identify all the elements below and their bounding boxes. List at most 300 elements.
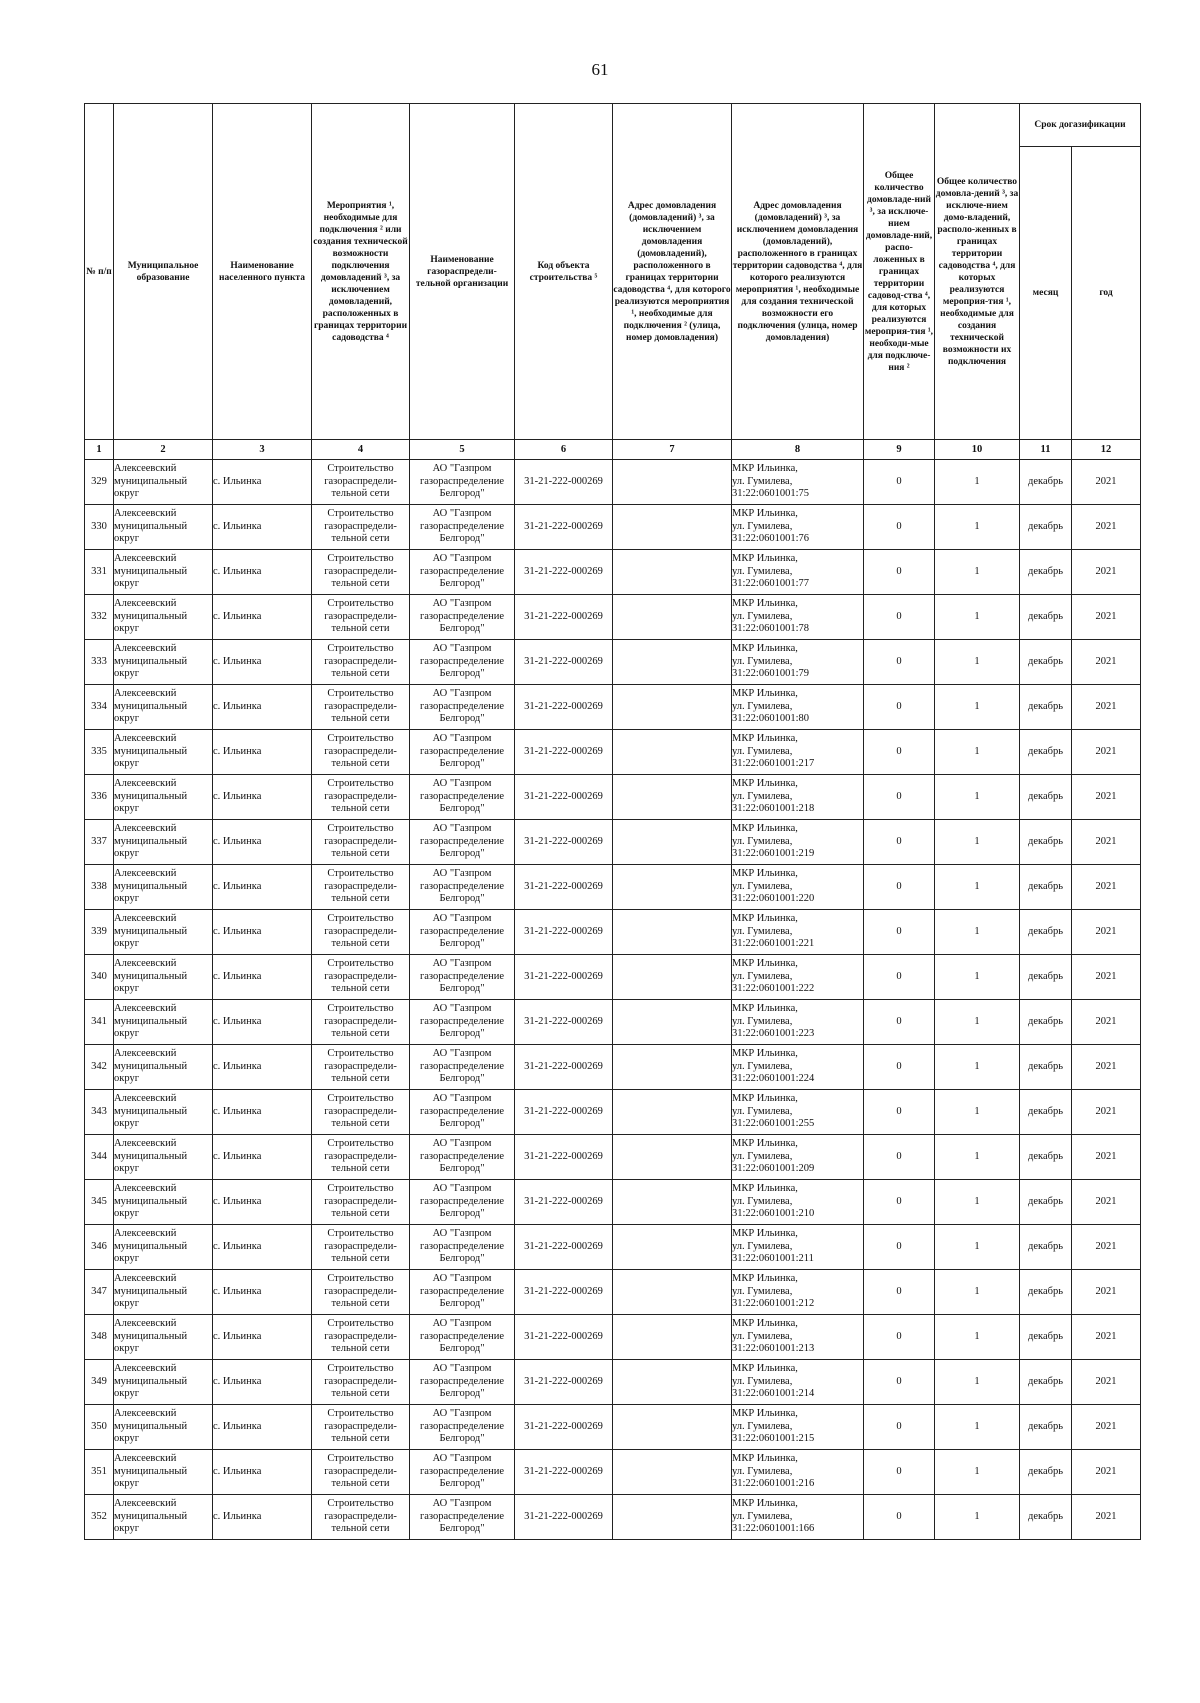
technical-address-cell	[732, 1180, 864, 1225]
cell-line: Строительство	[327, 777, 394, 789]
cell-line: Строительство	[327, 1362, 394, 1374]
cell-line: округ	[114, 1073, 140, 1085]
cell-line: Строительство	[327, 642, 394, 654]
activity-cell	[312, 1000, 410, 1045]
cell-line: АО "Газпром	[432, 1317, 492, 1329]
organization-cell	[410, 595, 515, 640]
cell-line: ул. Гумилева,	[732, 1195, 793, 1207]
organization-cell	[410, 550, 515, 595]
cell-line: газораспределение	[419, 1510, 505, 1522]
cell-line: Белгород"	[439, 668, 485, 680]
technical-address-cell	[732, 1315, 864, 1360]
row-number: 335	[85, 730, 114, 775]
header-col-12: год	[1072, 147, 1141, 440]
connection-address-cell	[613, 1495, 732, 1540]
cell-line: округ	[114, 1343, 140, 1355]
cell-line: ул. Гумилева,	[732, 1285, 793, 1297]
count-technical-cell: 1	[935, 775, 1020, 820]
cell-line: Алексеевский	[114, 1497, 177, 1509]
activity-cell	[312, 1045, 410, 1090]
cell-line: округ	[114, 1208, 140, 1220]
cell-line: ул. Гумилева,	[732, 880, 793, 892]
cell-line: тельной сети	[331, 1073, 390, 1085]
object-code-cell: 31-21-222-000269	[515, 550, 613, 595]
cell-line: ул. Гумилева,	[732, 835, 793, 847]
cell-line: газораспредели-	[324, 970, 397, 982]
connection-address-cell	[613, 1405, 732, 1450]
year-cell: 2021	[1072, 910, 1141, 955]
cell-line: муниципальный	[114, 925, 188, 937]
cell-line: МКР Ильинка,	[732, 1452, 798, 1464]
cell-line: ул. Гумилева,	[732, 1015, 793, 1027]
row-number: 347	[85, 1270, 114, 1315]
table-row	[85, 1135, 1141, 1180]
cell-line: 31:22:0601001:220	[732, 893, 815, 905]
cell-line: муниципальный	[114, 520, 188, 532]
count-connection-cell: 0	[864, 505, 935, 550]
cell-line: газораспредели-	[324, 1195, 397, 1207]
settlement-cell: с. Ильинка	[213, 550, 312, 595]
cell-line: АО "Газпром	[432, 822, 492, 834]
organization-cell	[410, 820, 515, 865]
row-number: 343	[85, 1090, 114, 1135]
activity-cell	[312, 910, 410, 955]
cell-line: округ	[114, 803, 140, 815]
activity-cell	[312, 1135, 410, 1180]
count-connection-cell: 0	[864, 1135, 935, 1180]
cell-line: Алексеевский	[114, 1317, 177, 1329]
connection-address-cell	[613, 955, 732, 1000]
cell-line: Строительство	[327, 1092, 394, 1104]
cell-line: МКР Ильинка,	[732, 1137, 798, 1149]
object-code-cell: 31-21-222-000269	[515, 1315, 613, 1360]
technical-address-cell	[732, 775, 864, 820]
cell-line: округ	[114, 938, 140, 950]
connection-address-cell	[613, 910, 732, 955]
count-connection-cell: 0	[864, 1045, 935, 1090]
cell-line: газораспределение	[419, 655, 505, 667]
cell-line: МКР Ильинка,	[732, 552, 798, 564]
cell-line: округ	[114, 983, 140, 995]
municipality-cell	[114, 640, 213, 685]
settlement-cell: с. Ильинка	[213, 1180, 312, 1225]
cell-line: МКР Ильинка,	[732, 1362, 798, 1374]
count-technical-cell: 1	[935, 730, 1020, 775]
technical-address-cell	[732, 640, 864, 685]
column-number-2: 2	[114, 440, 213, 460]
cell-line: муниципальный	[114, 1375, 188, 1387]
header-col-1: № п/п	[85, 104, 114, 440]
cell-line: 31:22:0601001:218	[732, 803, 815, 815]
year-cell: 2021	[1072, 640, 1141, 685]
cell-line: МКР Ильинка,	[732, 1047, 798, 1059]
technical-address-cell	[732, 1090, 864, 1135]
count-connection-cell: 0	[864, 820, 935, 865]
cell-line: газораспредели-	[324, 1240, 397, 1252]
object-code-cell: 31-21-222-000269	[515, 1135, 613, 1180]
organization-cell	[410, 1450, 515, 1495]
cell-line: АО "Газпром	[432, 597, 492, 609]
cell-line: газораспределение	[419, 610, 505, 622]
cell-line: газораспредели-	[324, 880, 397, 892]
year-cell: 2021	[1072, 550, 1141, 595]
settlement-cell: с. Ильинка	[213, 460, 312, 505]
header-col-6: Код объекта строительства ⁵	[515, 104, 613, 440]
activity-cell	[312, 955, 410, 1000]
technical-address-cell	[732, 820, 864, 865]
cell-line: 31:22:0601001:79	[732, 668, 810, 680]
table-row	[85, 1495, 1141, 1540]
connection-address-cell	[613, 1090, 732, 1135]
row-number: 330	[85, 505, 114, 550]
organization-cell	[410, 1360, 515, 1405]
settlement-cell: с. Ильинка	[213, 820, 312, 865]
count-technical-cell: 1	[935, 1315, 1020, 1360]
cell-line: газораспредели-	[324, 520, 397, 532]
cell-line: 31:22:0601001:212	[732, 1298, 815, 1310]
cell-line: МКР Ильинка,	[732, 957, 798, 969]
cell-line: Алексеевский	[114, 1002, 177, 1014]
cell-line: АО "Газпром	[432, 1272, 492, 1284]
cell-line: МКР Ильинка,	[732, 1092, 798, 1104]
count-technical-cell: 1	[935, 1360, 1020, 1405]
cell-line: тельной сети	[331, 1298, 390, 1310]
cell-line: округ	[114, 1298, 140, 1310]
object-code-cell: 31-21-222-000269	[515, 865, 613, 910]
row-number: 337	[85, 820, 114, 865]
year-cell: 2021	[1072, 820, 1141, 865]
technical-address-cell	[732, 1405, 864, 1450]
cell-line: АО "Газпром	[432, 912, 492, 924]
month-cell: декабрь	[1020, 1315, 1072, 1360]
cell-line: муниципальный	[114, 1465, 188, 1477]
year-cell: 2021	[1072, 1360, 1141, 1405]
table-body	[85, 460, 1141, 1540]
row-number: 336	[85, 775, 114, 820]
cell-line: 31:22:0601001:213	[732, 1343, 815, 1355]
month-cell: декабрь	[1020, 1495, 1072, 1540]
cell-line: газораспредели-	[324, 1150, 397, 1162]
cell-line: Алексеевский	[114, 552, 177, 564]
cell-line: 31:22:0601001:217	[732, 758, 815, 770]
cell-line: газораспределение	[419, 1375, 505, 1387]
cell-line: Строительство	[327, 687, 394, 699]
cell-line: 31:22:0601001:80	[732, 713, 810, 725]
month-cell: декабрь	[1020, 1180, 1072, 1225]
count-connection-cell: 0	[864, 1270, 935, 1315]
cell-line: МКР Ильинка,	[732, 1317, 798, 1329]
cell-line: 31:22:0601001:78	[732, 623, 810, 635]
cell-line: МКР Ильинка,	[732, 912, 798, 924]
cell-line: газораспредели-	[324, 835, 397, 847]
municipality-cell	[114, 1405, 213, 1450]
municipality-cell	[114, 550, 213, 595]
cell-line: муниципальный	[114, 700, 188, 712]
cell-line: Строительство	[327, 1407, 394, 1419]
connection-address-cell	[613, 1450, 732, 1495]
count-connection-cell: 0	[864, 1180, 935, 1225]
cell-line: муниципальный	[114, 1105, 188, 1117]
header-col-4: Мероприятия ¹, необходимые для подключения ² или создания технической возможности подключения домовладений ³, за исключением домовладений, расположенных в границах территории садоводства ⁴	[312, 104, 410, 440]
count-connection-cell: 0	[864, 910, 935, 955]
month-cell: декабрь	[1020, 1045, 1072, 1090]
object-code-cell: 31-21-222-000269	[515, 1225, 613, 1270]
connection-address-cell	[613, 685, 732, 730]
table-row	[85, 505, 1141, 550]
page-number: 61	[591, 60, 609, 79]
year-cell: 2021	[1072, 1225, 1141, 1270]
connection-address-cell	[613, 460, 732, 505]
organization-cell	[410, 1180, 515, 1225]
cell-line: ул. Гумилева,	[732, 565, 793, 577]
column-number-7: 7	[613, 440, 732, 460]
object-code-cell: 31-21-222-000269	[515, 595, 613, 640]
cell-line: Строительство	[327, 1002, 394, 1014]
cell-line: АО "Газпром	[432, 777, 492, 789]
cell-line: тельной сети	[331, 533, 390, 545]
count-technical-cell: 1	[935, 685, 1020, 730]
connection-address-cell	[613, 775, 732, 820]
row-number: 348	[85, 1315, 114, 1360]
organization-cell	[410, 955, 515, 1000]
table-row	[85, 955, 1141, 1000]
cell-line: муниципальный	[114, 790, 188, 802]
cell-line: Белгород"	[439, 1388, 485, 1400]
municipality-cell	[114, 685, 213, 730]
column-number-4: 4	[312, 440, 410, 460]
object-code-cell: 31-21-222-000269	[515, 1270, 613, 1315]
cell-line: газораспределение	[419, 1420, 505, 1432]
cell-line: тельной сети	[331, 893, 390, 905]
cell-line: МКР Ильинка,	[732, 732, 798, 744]
activity-cell	[312, 1405, 410, 1450]
count-technical-cell: 1	[935, 1225, 1020, 1270]
object-code-cell: 31-21-222-000269	[515, 1450, 613, 1495]
object-code-cell: 31-21-222-000269	[515, 775, 613, 820]
row-number: 339	[85, 910, 114, 955]
cell-line: Алексеевский	[114, 1227, 177, 1239]
cell-line: муниципальный	[114, 835, 188, 847]
row-number: 329	[85, 460, 114, 505]
cell-line: газораспредели-	[324, 925, 397, 937]
settlement-cell: с. Ильинка	[213, 730, 312, 775]
cell-line: МКР Ильинка,	[732, 642, 798, 654]
cell-line: муниципальный	[114, 970, 188, 982]
cell-line: МКР Ильинка,	[732, 1182, 798, 1194]
cell-line: муниципальный	[114, 1240, 188, 1252]
technical-address-cell	[732, 1000, 864, 1045]
cell-line: тельной сети	[331, 1253, 390, 1265]
technical-address-cell	[732, 730, 864, 775]
cell-line: ул. Гумилева,	[732, 1375, 793, 1387]
municipality-cell	[114, 1360, 213, 1405]
activity-cell	[312, 460, 410, 505]
cell-line: Алексеевский	[114, 912, 177, 924]
connection-address-cell	[613, 730, 732, 775]
row-number: 333	[85, 640, 114, 685]
cell-line: тельной сети	[331, 758, 390, 770]
cell-line: 31:22:0601001:209	[732, 1163, 815, 1175]
organization-cell	[410, 1225, 515, 1270]
cell-line: тельной сети	[331, 1478, 390, 1490]
municipality-cell	[114, 1450, 213, 1495]
cell-line: округ	[114, 1523, 140, 1535]
cell-line: тельной сети	[331, 803, 390, 815]
cell-line: газораспределение	[419, 1465, 505, 1477]
table-row	[85, 1090, 1141, 1135]
cell-line: 31:22:0601001:223	[732, 1028, 815, 1040]
cell-line: АО "Газпром	[432, 1047, 492, 1059]
cell-line: Белгород"	[439, 533, 485, 545]
cell-line: МКР Ильинка,	[732, 597, 798, 609]
cell-line: Белгород"	[439, 1478, 485, 1490]
cell-line: АО "Газпром	[432, 957, 492, 969]
count-connection-cell: 0	[864, 640, 935, 685]
count-technical-cell: 1	[935, 550, 1020, 595]
header-col-7: Адрес домовладения (домовладений) ³, за исключением домовладения (домовладений), расположенного в границах территории садоводства ⁴, для которого реализуются мероприятия ¹, необходимые для подключения ² (улица, номер домовладения)	[613, 104, 732, 440]
activity-cell	[312, 550, 410, 595]
cell-line: Алексеевский	[114, 1182, 177, 1194]
cell-line: Алексеевский	[114, 777, 177, 789]
month-cell: декабрь	[1020, 730, 1072, 775]
month-cell: декабрь	[1020, 1000, 1072, 1045]
organization-cell	[410, 910, 515, 955]
cell-line: Строительство	[327, 1182, 394, 1194]
cell-line: Алексеевский	[114, 1362, 177, 1374]
connection-address-cell	[613, 1315, 732, 1360]
cell-line: муниципальный	[114, 1510, 188, 1522]
count-connection-cell: 0	[864, 1450, 935, 1495]
cell-line: МКР Ильинка,	[732, 507, 798, 519]
object-code-cell: 31-21-222-000269	[515, 1180, 613, 1225]
cell-line: газораспредели-	[324, 790, 397, 802]
count-technical-cell: 1	[935, 640, 1020, 685]
technical-address-cell	[732, 505, 864, 550]
cell-line: АО "Газпром	[432, 1362, 492, 1374]
column-number-9: 9	[864, 440, 935, 460]
cell-line: Алексеевский	[114, 1092, 177, 1104]
municipality-cell	[114, 460, 213, 505]
header-col-11: месяц	[1020, 147, 1072, 440]
cell-line: Белгород"	[439, 623, 485, 635]
month-cell: декабрь	[1020, 910, 1072, 955]
cell-line: 31:22:0601001:77	[732, 578, 810, 590]
column-number-12: 12	[1072, 440, 1141, 460]
count-technical-cell: 1	[935, 1405, 1020, 1450]
cell-line: МКР Ильинка,	[732, 687, 798, 699]
municipality-cell	[114, 775, 213, 820]
count-connection-cell: 0	[864, 1225, 935, 1270]
technical-address-cell	[732, 910, 864, 955]
technical-address-cell	[732, 460, 864, 505]
cell-line: Алексеевский	[114, 597, 177, 609]
organization-cell	[410, 1045, 515, 1090]
table-row	[85, 1315, 1141, 1360]
count-connection-cell: 0	[864, 1000, 935, 1045]
cell-line: 31:22:0601001:76	[732, 533, 810, 545]
row-number: 341	[85, 1000, 114, 1045]
cell-line: тельной сети	[331, 578, 390, 590]
settlement-cell: с. Ильинка	[213, 1315, 312, 1360]
cell-line: ул. Гумилева,	[732, 1465, 793, 1477]
month-cell: декабрь	[1020, 595, 1072, 640]
cell-line: ул. Гумилева,	[732, 1060, 793, 1072]
cell-line: Алексеевский	[114, 1407, 177, 1419]
month-cell: декабрь	[1020, 1135, 1072, 1180]
count-technical-cell: 1	[935, 955, 1020, 1000]
cell-line: тельной сети	[331, 983, 390, 995]
table-row	[85, 820, 1141, 865]
cell-line: Алексеевский	[114, 867, 177, 879]
row-number: 346	[85, 1225, 114, 1270]
cell-line: округ	[114, 668, 140, 680]
cell-line: 31:22:0601001:224	[732, 1073, 815, 1085]
year-cell: 2021	[1072, 505, 1141, 550]
cell-line: тельной сети	[331, 623, 390, 635]
cell-line: Строительство	[327, 507, 394, 519]
table-row	[85, 1270, 1141, 1315]
month-cell: декабрь	[1020, 1225, 1072, 1270]
settlement-cell: с. Ильинка	[213, 595, 312, 640]
connection-address-cell	[613, 1360, 732, 1405]
cell-line: МКР Ильинка,	[732, 1407, 798, 1419]
cell-line: 31:22:0601001:216	[732, 1478, 815, 1490]
cell-line: газораспределение	[419, 1015, 505, 1027]
cell-line: округ	[114, 893, 140, 905]
count-connection-cell: 0	[864, 1360, 935, 1405]
cell-line: 31:22:0601001:215	[732, 1433, 815, 1445]
cell-line: округ	[114, 1388, 140, 1400]
cell-line: Строительство	[327, 732, 394, 744]
month-cell: декабрь	[1020, 820, 1072, 865]
municipality-cell	[114, 1045, 213, 1090]
organization-cell	[410, 685, 515, 730]
cell-line: Строительство	[327, 822, 394, 834]
cell-line: Алексеевский	[114, 732, 177, 744]
cell-line: Белгород"	[439, 758, 485, 770]
activity-cell	[312, 685, 410, 730]
connection-address-cell	[613, 595, 732, 640]
cell-line: газораспредели-	[324, 655, 397, 667]
cell-line: муниципальный	[114, 880, 188, 892]
cell-line: Строительство	[327, 1317, 394, 1329]
activity-cell	[312, 595, 410, 640]
municipality-cell	[114, 1225, 213, 1270]
municipality-cell	[114, 595, 213, 640]
year-cell: 2021	[1072, 955, 1141, 1000]
settlement-cell: с. Ильинка	[213, 1450, 312, 1495]
row-number: 345	[85, 1180, 114, 1225]
count-connection-cell: 0	[864, 460, 935, 505]
connection-address-cell	[613, 1270, 732, 1315]
settlement-cell: с. Ильинка	[213, 1405, 312, 1450]
cell-line: Строительство	[327, 597, 394, 609]
organization-cell	[410, 1090, 515, 1135]
cell-line: Строительство	[327, 867, 394, 879]
cell-line: ул. Гумилева,	[732, 925, 793, 937]
activity-cell	[312, 505, 410, 550]
cell-line: округ	[114, 713, 140, 725]
cell-line: газораспределение	[419, 565, 505, 577]
connection-address-cell	[613, 640, 732, 685]
municipality-cell	[114, 820, 213, 865]
activity-cell	[312, 820, 410, 865]
table-header	[85, 104, 1141, 460]
object-code-cell: 31-21-222-000269	[515, 910, 613, 955]
technical-address-cell	[732, 1045, 864, 1090]
column-number-3: 3	[213, 440, 312, 460]
cell-line: газораспредели-	[324, 1465, 397, 1477]
